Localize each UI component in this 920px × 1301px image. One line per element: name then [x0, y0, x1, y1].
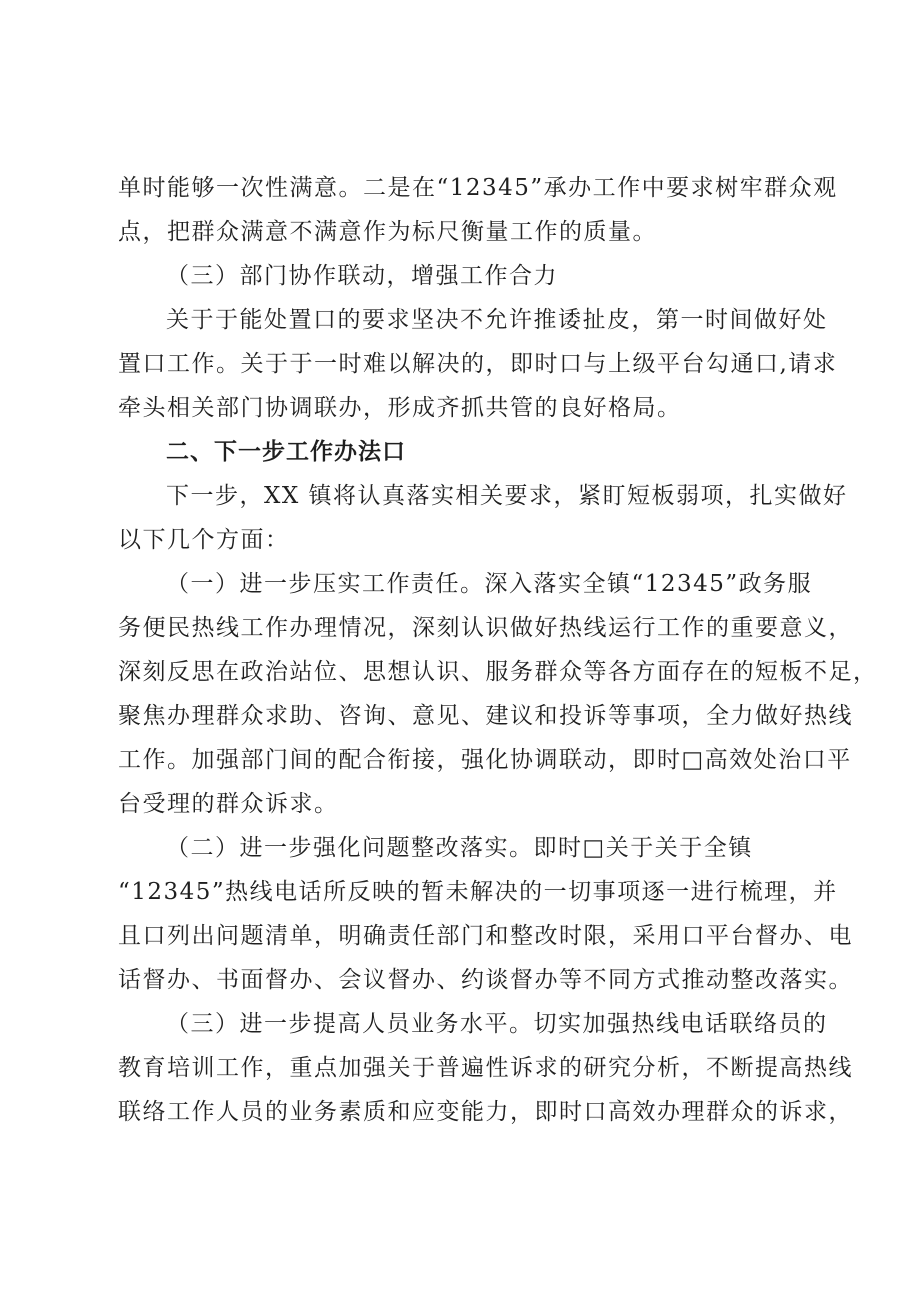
body-line: （二）进一步强化问题整改落实。即时□关于关于全镇 — [166, 835, 753, 861]
body-line: 联络工作人员的业务素质和应变能力，即时口高效办理群众的诉求， — [118, 1099, 853, 1125]
body-line: 关于于能处置口的要求坚决不允许推诿扯皮，第一时间做好处 — [166, 307, 828, 333]
body-line: 台受理的群众诉求。 — [118, 791, 339, 817]
section-heading: 二、下一步工作办法口 — [166, 439, 406, 465]
body-line: 点，把群众满意不满意作为标尺衡量工作的质量。 — [118, 219, 657, 245]
body-line: 置口工作。关于于一时难以解决的，即时口与上级平台勾通口,请求 — [118, 351, 838, 377]
body-line: 教育培训工作，重点加强关于普遍性诉求的研究分析，不断提高热线 — [118, 1055, 853, 1081]
body-line: （三）进一步提高人员业务水平。切实加强热线电话联络员的 — [166, 1011, 828, 1037]
body-line: 下一步，XX 镇将认真落实相关要求，紧盯短板弱项，扎实做好 — [166, 483, 848, 509]
body-line: 以下几个方面： — [118, 527, 290, 553]
body-line: 牵头相关部门协调联办，形成齐抓共管的良好格局。 — [118, 395, 682, 421]
body-line: 工作。加强部门间的配合衔接，强化协调联动，即时□高效处治口平 — [118, 747, 852, 773]
body-line: 聚焦办理群众求助、咨询、意见、建议和投诉等事项，全力做好热线 — [118, 703, 853, 729]
body-line: “12345”热线电话所反映的暂未解决的一切事项逐一进行梳理，并 — [118, 879, 838, 905]
body-line: 单时能够一次性满意。二是在“12345”承办工作中要求树牢群众观 — [118, 175, 838, 201]
body-line: 且口列出问题清单，明确责任部门和整改时限，采用口平台督办、电 — [118, 923, 853, 949]
body-line: 话督办、书面督办、会议督办、约谈督办等不同方式推动整改落实。 — [118, 967, 853, 993]
body-line: （一）进一步压实工作责任。深入落实全镇“12345”政务服 — [166, 571, 813, 597]
body-line: 务便民热线工作办理情况，深刻认识做好热线运行工作的重要意义， — [118, 615, 853, 641]
body-line: 深刻反思在政治站位、思想认识、服务群众等各方面存在的短板不足， — [118, 659, 878, 685]
subsection-heading: （三）部门协作联动，增强工作合力 — [166, 263, 558, 289]
